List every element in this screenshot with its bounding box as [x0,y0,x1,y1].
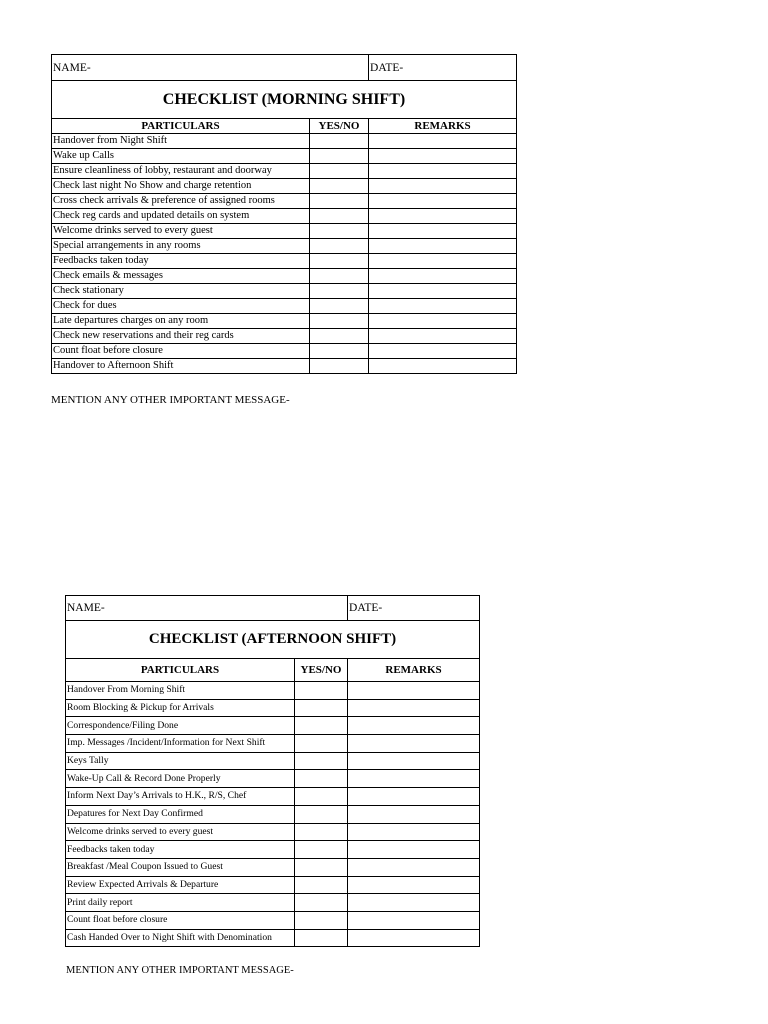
yesno-cell[interactable] [310,254,369,269]
table-row [66,929,480,947]
yesno-cell[interactable] [295,841,348,859]
table-row [52,194,517,209]
remarks-cell[interactable] [369,209,517,224]
checklist-item-label: Check last night No Show and charge retention [52,179,310,194]
remarks-header: REMARKS [369,119,517,134]
table-row [52,329,517,344]
checklist-item-label: Imp. Messages /Incident/Information for Next Shift [66,735,295,753]
afternoon-checklist [65,595,480,947]
remarks-cell[interactable] [369,344,517,359]
name-field[interactable]: NAME- [52,55,369,81]
table-row [52,299,517,314]
remarks-cell[interactable] [369,164,517,179]
remarks-cell[interactable] [348,788,480,806]
table-row [52,149,517,164]
table-row [52,224,517,239]
table-row [52,314,517,329]
remarks-cell[interactable] [369,299,517,314]
name-field[interactable]: NAME- [66,596,348,621]
morning-items [52,134,517,374]
yesno-cell[interactable] [295,770,348,788]
remarks-cell[interactable] [348,699,480,717]
checklist-item-label: Review Expected Arrivals & Departure [66,876,295,894]
yesno-header: YES/NO [295,659,348,682]
yesno-cell[interactable] [295,911,348,929]
checklist-item-label: Count float before closure [66,911,295,929]
checklist-item-label: Print daily report [66,894,295,912]
remarks-cell[interactable] [348,841,480,859]
checklist-item-label: Welcome drinks served to every guest [52,224,310,239]
remarks-cell[interactable] [348,876,480,894]
yesno-cell[interactable] [310,239,369,254]
checklist-title: CHECKLIST (AFTERNOON SHIFT) [66,621,480,659]
checklist-item-label: Ensure cleanliness of lobby, restaurant and doorway [52,164,310,179]
table-row [66,735,480,753]
yesno-cell[interactable] [310,134,369,149]
checklist-item-label: Feedbacks taken today [66,841,295,859]
remarks-cell[interactable] [348,894,480,912]
table-row [52,344,517,359]
yesno-cell[interactable] [295,682,348,700]
yesno-cell[interactable] [310,179,369,194]
checklist-item-label: Check for dues [52,299,310,314]
remarks-cell[interactable] [369,269,517,284]
table-row [52,164,517,179]
particulars-header: PARTICULARS [52,119,310,134]
checklist-item-label: Check emails & messages [52,269,310,284]
table-row [52,359,517,374]
table-row [66,876,480,894]
checklist-item-label: Handover to Afternoon Shift [52,359,310,374]
yesno-cell[interactable] [310,224,369,239]
table-row [52,209,517,224]
yesno-cell[interactable] [295,929,348,947]
remarks-cell[interactable] [369,224,517,239]
checklist-item-label: Wake-Up Call & Record Done Properly [66,770,295,788]
remarks-header: REMARKS [348,659,480,682]
checklist-item-label: Count float before closure [52,344,310,359]
yesno-cell[interactable] [295,894,348,912]
table-row [52,284,517,299]
afternoon-checklist-table [65,595,480,947]
remarks-cell[interactable] [369,179,517,194]
morning-checklist [51,54,517,374]
remarks-cell[interactable] [369,254,517,269]
table-row [66,858,480,876]
table-row [66,788,480,806]
important-message-label: MENTION ANY OTHER IMPORTANT MESSAGE- [51,394,290,406]
checklist-item-label: Check stationary [52,284,310,299]
date-field[interactable]: DATE- [369,55,517,81]
yesno-cell[interactable] [295,823,348,841]
remarks-cell[interactable] [369,194,517,209]
table-row [66,823,480,841]
yesno-cell[interactable] [295,788,348,806]
checklist-item-label: Wake up Calls [52,149,310,164]
yesno-cell[interactable] [310,329,369,344]
table-row [66,752,480,770]
table-row [66,717,480,735]
table-row [52,254,517,269]
table-row [66,894,480,912]
checklist-item-label: Room Blocking & Pickup for Arrivals [66,699,295,717]
remarks-cell[interactable] [348,717,480,735]
remarks-cell[interactable] [348,911,480,929]
checklist-item-label: Inform Next Day’s Arrivals to H.K., R/S, Chef [66,788,295,806]
checklist-item-label: Check new reservations and their reg cards [52,329,310,344]
yesno-cell[interactable] [310,359,369,374]
remarks-cell[interactable] [348,929,480,947]
remarks-cell[interactable] [348,735,480,753]
table-row [66,911,480,929]
yesno-header: YES/NO [310,119,369,134]
remarks-cell[interactable] [348,823,480,841]
remarks-cell[interactable] [369,284,517,299]
checklist-title: CHECKLIST (MORNING SHIFT) [52,81,517,119]
yesno-cell[interactable] [295,858,348,876]
checklist-item-label: Breakfast /Meal Coupon Issued to Guest [66,858,295,876]
remarks-cell[interactable] [369,149,517,164]
yesno-cell[interactable] [295,752,348,770]
checklist-item-label: Late departures charges on any room [52,314,310,329]
checklist-item-label: Depatures for Next Day Confirmed [66,805,295,823]
yesno-cell[interactable] [310,344,369,359]
table-row [66,699,480,717]
table-row [52,269,517,284]
checklist-item-label: Handover From Morning Shift [66,682,295,700]
remarks-cell[interactable] [348,682,480,700]
yesno-cell[interactable] [295,717,348,735]
checklist-item-label: Welcome drinks served to every guest [66,823,295,841]
checklist-item-label: Check reg cards and updated details on system [52,209,310,224]
checklist-item-label: Keys Tally [66,752,295,770]
date-field[interactable]: DATE- [348,596,480,621]
remarks-cell[interactable] [348,752,480,770]
morning-checklist-table [51,54,517,374]
yesno-cell[interactable] [295,735,348,753]
afternoon-items [66,682,480,947]
table-row [52,179,517,194]
yesno-cell[interactable] [310,314,369,329]
checklist-item-label: Correspondence/Filing Done [66,717,295,735]
table-row [66,805,480,823]
yesno-cell[interactable] [310,269,369,284]
yesno-cell[interactable] [295,699,348,717]
checklist-item-label: Handover from Night Shift [52,134,310,149]
remarks-cell[interactable] [348,805,480,823]
yesno-cell[interactable] [310,209,369,224]
remarks-cell[interactable] [348,770,480,788]
yesno-cell[interactable] [295,805,348,823]
yesno-cell[interactable] [310,194,369,209]
table-row [52,239,517,254]
particulars-header: PARTICULARS [66,659,295,682]
yesno-cell[interactable] [310,149,369,164]
important-message-label: MENTION ANY OTHER IMPORTANT MESSAGE- [66,965,294,976]
remarks-cell[interactable] [369,359,517,374]
yesno-cell[interactable] [310,164,369,179]
remarks-cell[interactable] [369,239,517,254]
yesno-cell[interactable] [295,876,348,894]
remarks-cell[interactable] [369,314,517,329]
remarks-cell[interactable] [348,858,480,876]
table-row [52,134,517,149]
yesno-cell[interactable] [310,284,369,299]
remarks-cell[interactable] [369,329,517,344]
table-row [66,770,480,788]
yesno-cell[interactable] [310,299,369,314]
table-row [66,682,480,700]
table-row [66,841,480,859]
checklist-item-label: Feedbacks taken today [52,254,310,269]
checklist-item-label: Special arrangements in any rooms [52,239,310,254]
checklist-item-label: Cross check arrivals & preference of assigned rooms [52,194,310,209]
checklist-item-label: Cash Handed Over to Night Shift with Denomination [66,929,295,947]
remarks-cell[interactable] [369,134,517,149]
